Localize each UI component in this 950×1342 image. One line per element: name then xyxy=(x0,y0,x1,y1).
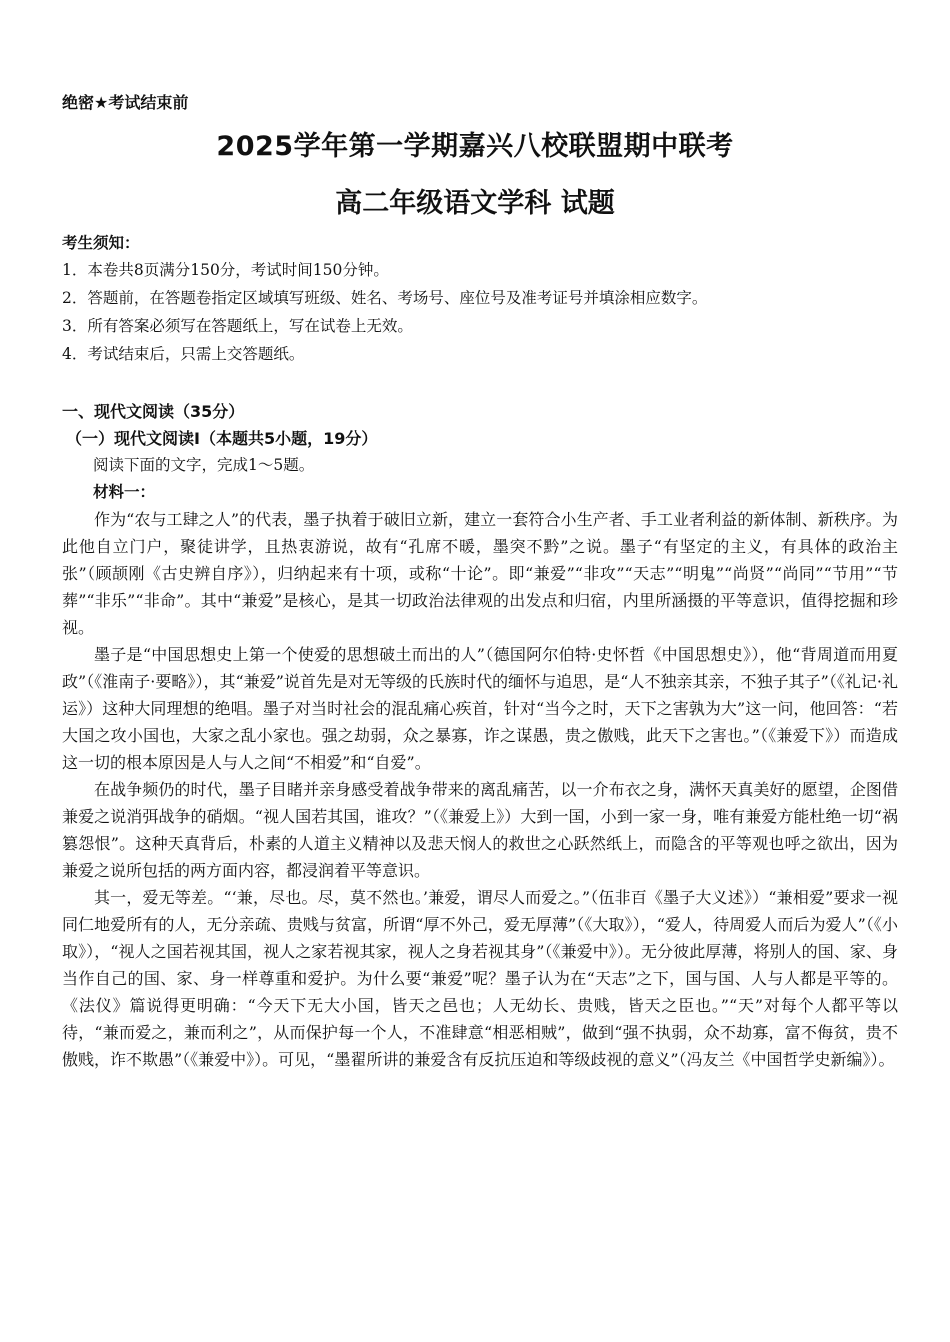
notice-item: 1．本卷共8页满分150分，考试时间150分钟。 xyxy=(62,261,389,279)
passage-paragraph: 在战争频仍的时代，墨子目睹并亲身感受着战争带来的离乱痛苦，以一介布衣之身，满怀天真美好的愿望，企图借兼爱之说消弭战争的硝烟。“视人国若其国，谁攻？”（《兼爱上》）大到一国，小到一家一身，唯有兼爱方能杜绝一切“祸篡怨恨”。这种天真背后，朴素的人道主义精神以及悲天悯人的救世之心跃然纸上，而隐含的平等观也呼之欲出，因为兼爱之说所包括的两方面内容，都浸润着平等意识。 xyxy=(62,780,898,880)
notice-list xyxy=(62,256,898,368)
notice-item: 2．答题前，在答题卷指定区域填写班级、姓名、考场号、座位号及准考证号并填涂相应数字。 xyxy=(62,289,708,307)
reading-instruction: 阅读下面的文字，完成1～5题。 xyxy=(93,456,315,474)
passage-paragraph: 其一，爱无等差。“‘兼，尽也。尽，莫不然也。’兼爱，谓尽人而爱之。”（伍非百《墨子大义述》）“兼相爱”要求一视同仁地爱所有的人，无分亲疏、贵贱与贫富，所谓“厚不外己，爱无厚薄”（《大取》），“爱人，待周爱人而后为爱人”（《小取》），“视人之国若视其国，视人之家若视其家，视人之身若视其身”（《兼爱中》）。无分彼此厚薄，将别人的国、家、身当作自己的国、家、身一样尊重和爱护。为什么要“兼爱”呢？墨子认为在“天志”之下，国与国、人与人都是平等的。《法仪》篇说得更明确：“今天下无大小国，皆天之邑也；人无幼长、贵贱，皆天之臣也。”“天”对每个人都平等以待，“兼而爱之，兼而利之”，从而保护每一个人，不准肆意“相恶相贼”，做到“强不执弱，众不劫寡，富不侮贫，贵不傲贱，诈不欺愚”（《兼爱中》）。可见，“墨翟所讲的兼爱含有反抗压迫和等级歧视的意义”（冯友兰《中国哲学史新编》）。 xyxy=(62,888,898,1069)
passage-paragraph: 墨子是“中国思想史上第一个使爱的思想破土而出的人”（德国阿尔伯特·史怀哲《中国思想史》），他“背周道而用夏政”（《淮南子·要略》），其“兼爱”说首先是对无等级的氏族时代的缅怀与追思，是“人不独亲其亲，不独子其子”（《礼记·礼运》）这种大同理想的绝唱。墨子对当时社会的混乱痛心疾首，针对“当今之时，天下之害孰为大”这一问，他回答：“若大国之攻小国也，大家之乱小家也。强之劫弱，众之暴寡，诈之谋愚，贵之傲贱，此天下之害也。”（《兼爱下》）而造成这一切的根本原因是人与人之间“不相爱”和“自爱”。 xyxy=(62,645,898,772)
exam-subtitle: 高二年级语文学科 试题 xyxy=(335,188,615,219)
material-label: 材料一： xyxy=(93,483,156,501)
exam-title: 2025学年第一学期嘉兴八校联盟期中联考 xyxy=(216,131,734,162)
notice-item: 3．所有答案必须写在答题纸上，写在试卷上无效。 xyxy=(62,317,413,335)
notice-heading: 考生须知： xyxy=(62,234,140,252)
subsection-heading: （一）现代文阅读Ⅰ（本题共5小题，19分） xyxy=(66,429,378,448)
section-heading: 一、现代文阅读（35分） xyxy=(62,402,245,421)
notice-item: 4．考试结束后，只需上交答题纸。 xyxy=(62,345,305,363)
passage-paragraph: 作为“农与工肆之人”的代表，墨子执着于破旧立新，建立一套符合小生产者、手工业者利益的新体制、新秩序。为此他自立门户，聚徒讲学，且热衷游说，故有“孔席不暖，墨突不黔”之说。墨子“有坚定的主义，有具体的政治主张”（顾颉刚《古史辨自序》），归纳起来有十项，或称“十论”。即“兼爱”“非攻”“天志”“明鬼”“尚贤”“尚同”“节用”“节葬”“非乐”“非命”。其中“兼爱”是核心，是其一切政治法律观的出发点和归宿，内里所涵摄的平等意识，值得挖掘和珍视。 xyxy=(62,510,898,637)
exam-body xyxy=(62,230,898,1073)
confidential-mark: 绝密★考试结束前 xyxy=(62,93,189,112)
